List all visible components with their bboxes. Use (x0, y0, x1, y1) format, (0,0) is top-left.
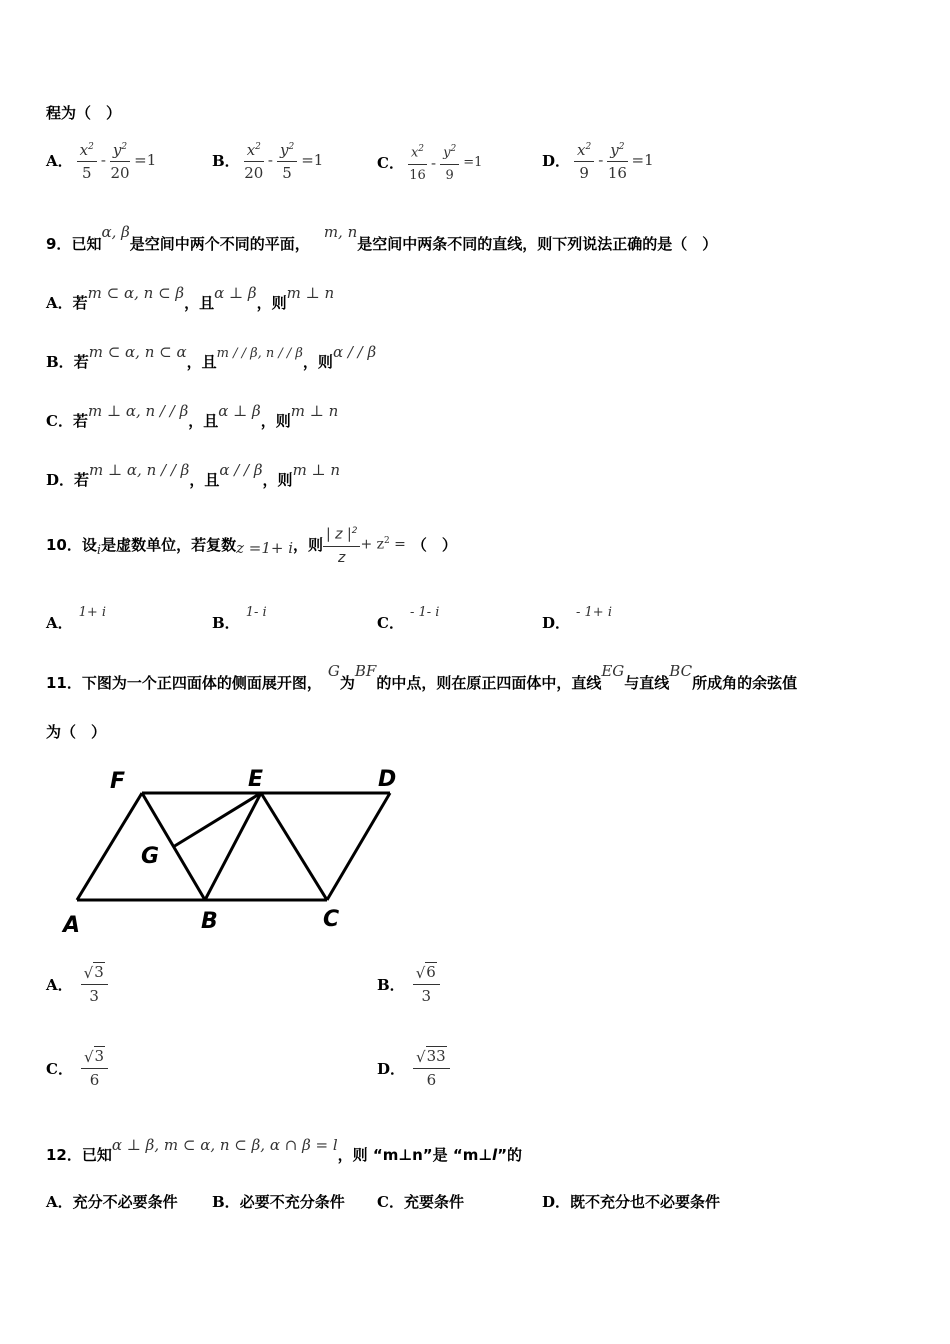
edge-EC (261, 793, 327, 900)
label-B: B (201, 909, 218, 934)
q10-option-d: D．- 1+ i (542, 605, 612, 632)
edge-CD (327, 793, 390, 900)
q10-stem: 10． 设 i 是虚数单位，若复数 z =1+ i ，则 $\frac{| z |^2}{z}$ + $z^2$ = （ ） (46, 520, 457, 569)
fraction: $\frac{y^2}{9}$ (440, 138, 459, 187)
q12-option-c: C．充要条件 (377, 1193, 464, 1211)
fraction: $\frac{x^2}{16}$ (408, 138, 427, 187)
q10-option-c: C．- 1- i (377, 605, 440, 632)
fraction: $\frac{y^2}{16}$ (607, 136, 627, 184)
tetrahedron-net-figure (55, 760, 415, 940)
q11-stem-cont: 为（ ） (46, 723, 107, 741)
q9-option-c: C．若m ⊥ α, n / / β，且α ⊥ β，则m ⊥ n (46, 402, 339, 430)
label-G: G (141, 844, 160, 869)
q8-option-c: C． $\frac{x^2}{16}$ - $\frac{y^2}{9}$ =1 (377, 138, 482, 187)
q9-stem: 9．已知α, β是空间中两个不同的平面，m, n是空间中两条不同的直线，则下列说法正确的是（ ） (46, 223, 718, 253)
q12-option-d: D．既不充分也不必要条件 (542, 1193, 721, 1211)
fraction: $\frac{x^2}{20}$ (244, 136, 264, 184)
q8-option-d: D． $\frac{x^2}{9}$ - $\frac{y^2}{16}$ =1 (542, 136, 654, 184)
q12-option-b: B．必要不充分条件 (212, 1193, 345, 1211)
q8-option-b: B． $\frac{x^2}{20}$ - $\frac{y^2}{5}$ =1 (212, 136, 323, 184)
label-A: A (63, 913, 81, 938)
q9-option-d: D．若m ⊥ α, n / / β，且α / / β，则m ⊥ n (46, 461, 341, 489)
q12-stem: 12．已知α ⊥ β, m ⊂ α, n ⊂ β, α ∩ β = l，则 “m⊥n”是 “m⊥l”的 (46, 1136, 523, 1164)
q9-option-a: A．若m ⊂ α, n ⊂ β，且α ⊥ β，则m ⊥ n (46, 284, 335, 312)
label-F: F (110, 769, 126, 794)
q12-option-a: A．充分不必要条件 (46, 1193, 178, 1211)
q11-option-b: B． √ 6 3 (377, 962, 440, 1007)
q8-option-a: A． $\frac{x^2}{5}$ - $\frac{y^2}{20}$ =1 (46, 136, 156, 184)
q11-option-a: A． √ 3 3 (46, 962, 108, 1007)
fraction: $\frac{y^2}{5}$ (277, 136, 297, 184)
q11-option-c: C． √ 3 6 (46, 1046, 108, 1091)
edge-AF (77, 793, 142, 900)
q11-option-d: D． √ 33 6 (377, 1046, 450, 1091)
q11-stem: 11．下图为一个正四面体的侧面展开图，G为BF的中点，则在原正四面体中，直线EG与直线BC所成角的余弦值 (46, 662, 798, 692)
fraction: $\frac{y^2}{20}$ (110, 136, 130, 184)
fraction: $\frac{x^2}{5}$ (77, 136, 97, 184)
q9-option-b: B．若m ⊂ α, n ⊂ α，且m / / β, n / / β，则α / / β (46, 343, 377, 371)
fraction: $\frac{| z |^2}{z}$ (323, 520, 360, 569)
q10-option-b: B．1- i (212, 605, 267, 632)
fraction: $\frac{x^2}{9}$ (574, 136, 594, 184)
label-E: E (248, 767, 264, 792)
q10-option-a: A．1+ i (46, 605, 107, 632)
label-D: D (378, 767, 397, 792)
q8-stem-end: 程为（ ） (46, 104, 122, 122)
label-C: C (323, 907, 340, 932)
